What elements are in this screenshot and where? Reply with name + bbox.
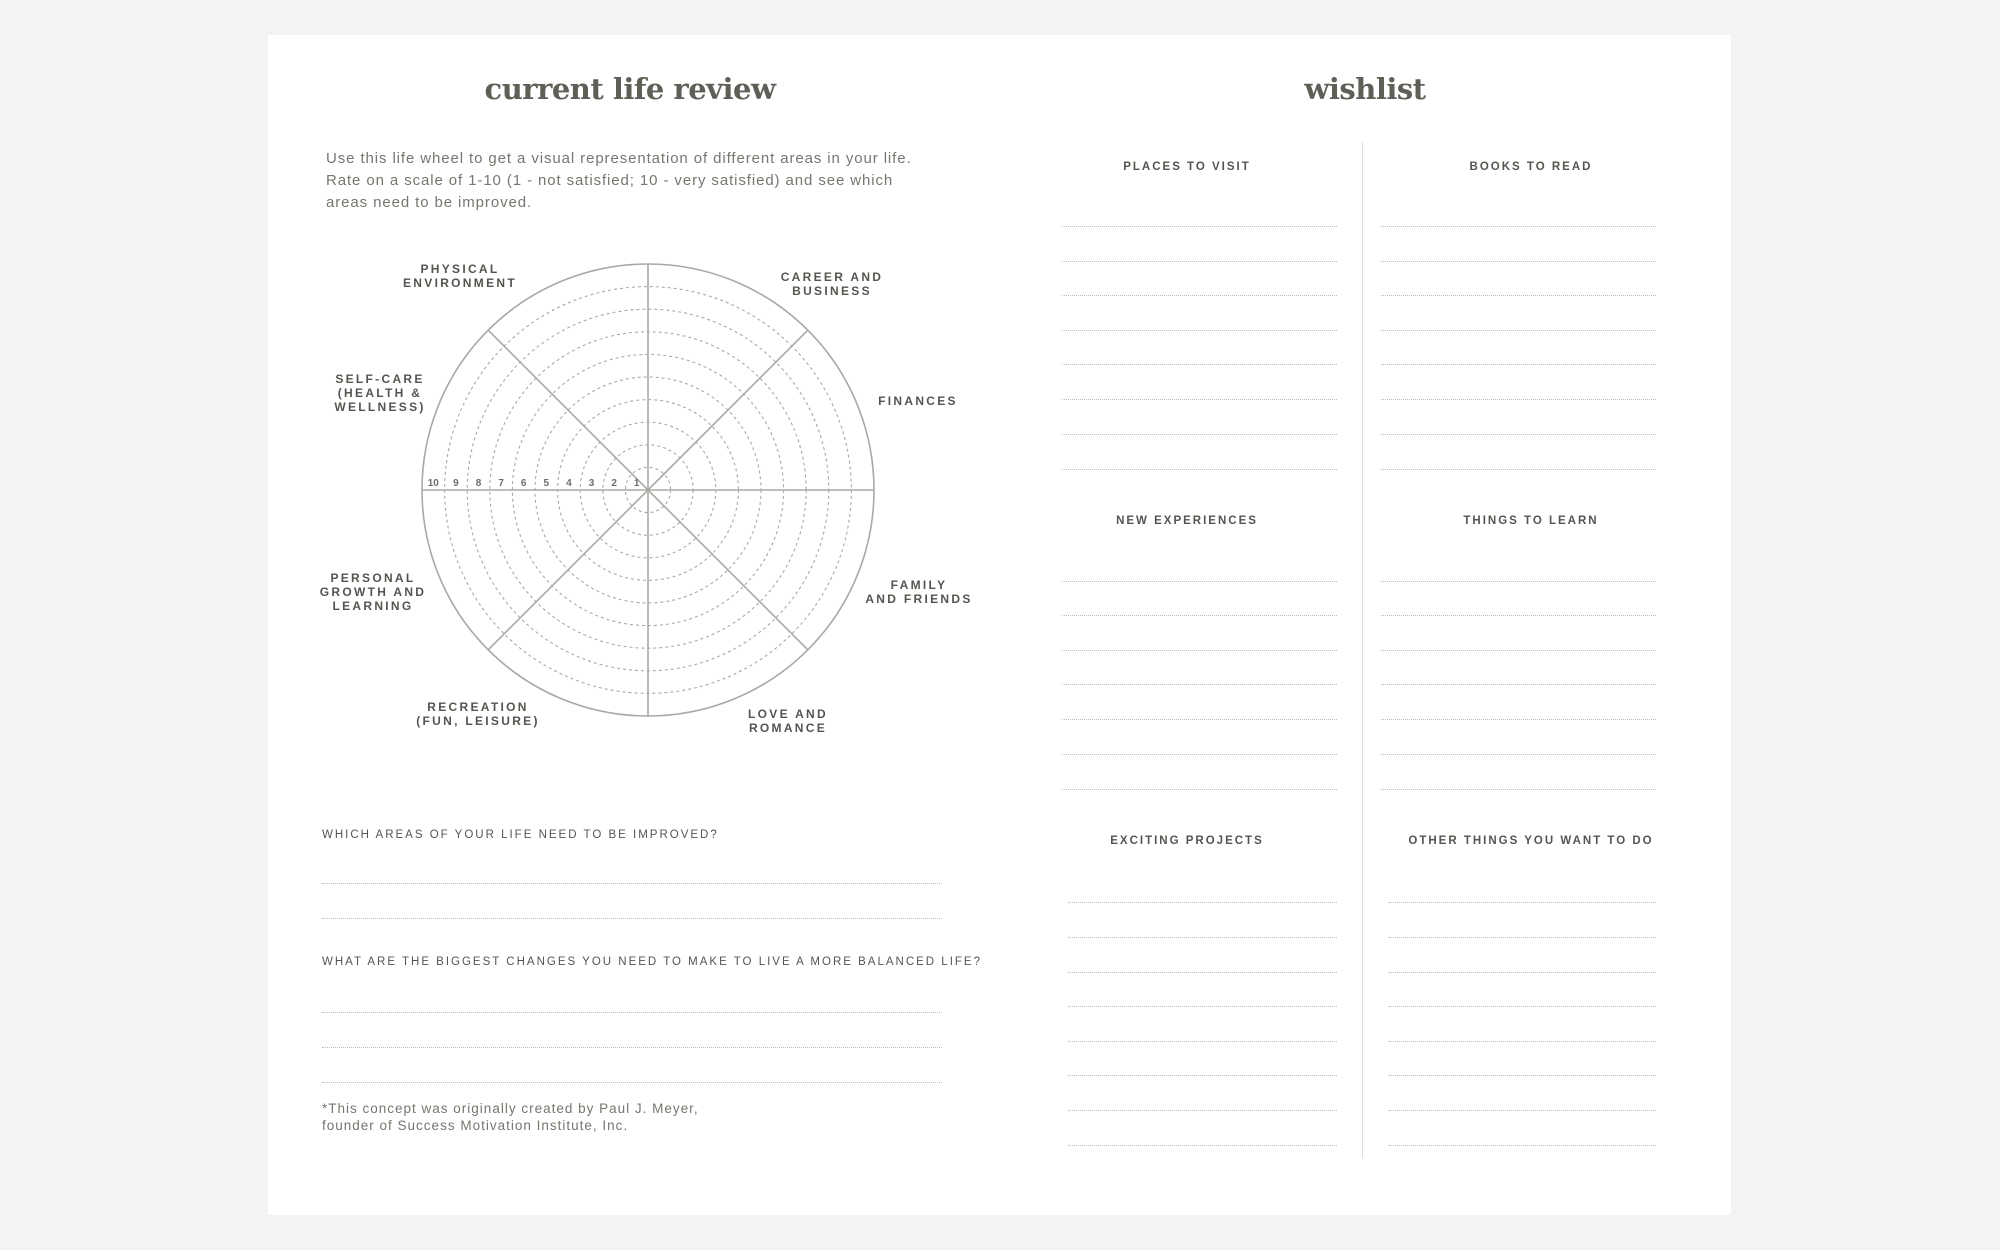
wishlist-line[interactable] [1388,1075,1656,1076]
label-physical-environment: PHYSICAL ENVIRONMENT [403,262,517,290]
wishlist-line[interactable] [1068,1110,1337,1111]
wishlist-title: wishlist [1304,72,1426,106]
wishlist-line[interactable] [1062,719,1337,720]
wheel-scale [428,478,640,489]
wishlist-line[interactable] [1388,972,1656,973]
wishlist-line[interactable] [1062,330,1337,331]
scale-number: 6 [520,478,527,489]
scale-number: 10 [427,478,439,489]
wishlist-line[interactable] [1388,1145,1656,1146]
label-finances: FINANCES [878,394,958,408]
wishlist-line[interactable] [1381,789,1656,790]
wishlist-line[interactable] [1381,581,1656,582]
answer-line[interactable] [322,918,942,919]
wishlist-line[interactable] [1388,1006,1656,1007]
footnote [322,1100,699,1134]
footnote-line-2: founder of Success Motivation Institute, Inc. [322,1118,629,1133]
wishlist-line[interactable] [1388,902,1656,903]
wishlist-line[interactable] [1068,1041,1337,1042]
wishlist-line[interactable] [1388,1110,1656,1111]
intro-line-1: Use this life wheel to get a visual representation of different areas in your life. [326,150,912,167]
answer-line[interactable] [322,1082,942,1083]
new-experiences-heading: NEW EXPERIENCES [1116,515,1258,527]
wishlist-line[interactable] [1062,364,1337,365]
wishlist-line[interactable] [1062,754,1337,755]
places-to-visit-heading: PLACES TO VISIT [1123,161,1251,173]
answer-line[interactable] [322,1047,942,1048]
scale-number: 5 [543,478,550,489]
wishlist-line[interactable] [1062,399,1337,400]
wishlist-line[interactable] [1381,684,1656,685]
scale-number: 7 [498,478,504,489]
wishlist-line[interactable] [1381,469,1656,470]
wishlist-line[interactable] [1381,399,1656,400]
wishlist-line[interactable] [1068,1145,1337,1146]
scale-number: 8 [475,478,482,489]
wheel-spoke [648,330,808,490]
label-career-business: CAREER AND BUSINESS [780,270,884,298]
wishlist-line[interactable] [1381,261,1656,262]
wishlist-line[interactable] [1381,754,1656,755]
scale-number: 3 [588,478,595,489]
label-family-friends: FAMILY AND FRIENDS [865,578,973,606]
intro-line-3: areas need to be improved. [326,194,533,211]
wishlist-line[interactable] [1388,937,1656,938]
wishlist-line[interactable] [1381,364,1656,365]
wishlist-line[interactable] [1381,719,1656,720]
wishlist-line[interactable] [1388,1041,1656,1042]
footnote-line-1: *This concept was originally created by Paul J. Meyer, [322,1101,699,1116]
wishlist-line[interactable] [1062,226,1337,227]
column-divider [1362,142,1363,1158]
wishlist-line[interactable] [1068,902,1337,903]
scale-number: 1 [633,478,640,489]
wishlist-line[interactable] [1381,226,1656,227]
wishlist-line[interactable] [1068,972,1337,973]
label-recreation: RECREATION (FUN, LEISURE) [416,700,540,728]
wishlist-line[interactable] [1062,434,1337,435]
wishlist-line[interactable] [1381,295,1656,296]
label-personal-growth: PERSONAL GROWTH AND LEARNING [319,571,427,613]
answer-line[interactable] [322,1012,942,1013]
wishlist-line[interactable] [1062,261,1337,262]
wheel-spokes [422,264,874,716]
exciting-projects-heading: EXCITING PROJECTS [1110,835,1264,847]
wishlist-line[interactable] [1062,615,1337,616]
wheel-spoke [648,490,808,650]
wishlist-line[interactable] [1068,1075,1337,1076]
wishlist-line[interactable] [1062,789,1337,790]
wishlist-line[interactable] [1062,684,1337,685]
scale-number: 9 [453,478,459,489]
wishlist-line[interactable] [1068,937,1337,938]
life-review-title: current life review [484,72,776,106]
wishlist-line[interactable] [1062,581,1337,582]
wishlist-line[interactable] [1381,615,1656,616]
wishlist-line[interactable] [1062,469,1337,470]
wishlist-line[interactable] [1068,1006,1337,1007]
intro-line-2: Rate on a scale of 1-10 (1 - not satisfied; 10 - very satisfied) and see which [326,172,894,189]
wishlist-line[interactable] [1062,650,1337,651]
wheel-spoke [488,330,648,490]
answer-line[interactable] [322,883,942,884]
wishlist-line[interactable] [1062,295,1337,296]
question-areas-to-improve: WHICH AREAS OF YOUR LIFE NEED TO BE IMPROVED? [322,829,719,841]
books-to-read-heading: BOOKS TO READ [1469,161,1593,173]
scale-number: 2 [611,478,617,489]
wishlist-line[interactable] [1381,330,1656,331]
wheel-spoke [488,490,648,650]
label-self-care: SELF-CARE (HEALTH & WELLNESS) [334,372,426,414]
question-biggest-changes: WHAT ARE THE BIGGEST CHANGES YOU NEED TO MAKE TO LIVE A MORE BALANCED LIFE? [322,956,982,968]
things-to-learn-heading: THINGS TO LEARN [1463,515,1599,527]
wishlist-line[interactable] [1381,650,1656,651]
scale-number: 4 [566,478,572,489]
label-love-romance: LOVE AND ROMANCE [748,707,828,735]
other-things-heading: OTHER THINGS YOU WANT TO DO [1408,835,1654,847]
wishlist-line[interactable] [1381,434,1656,435]
